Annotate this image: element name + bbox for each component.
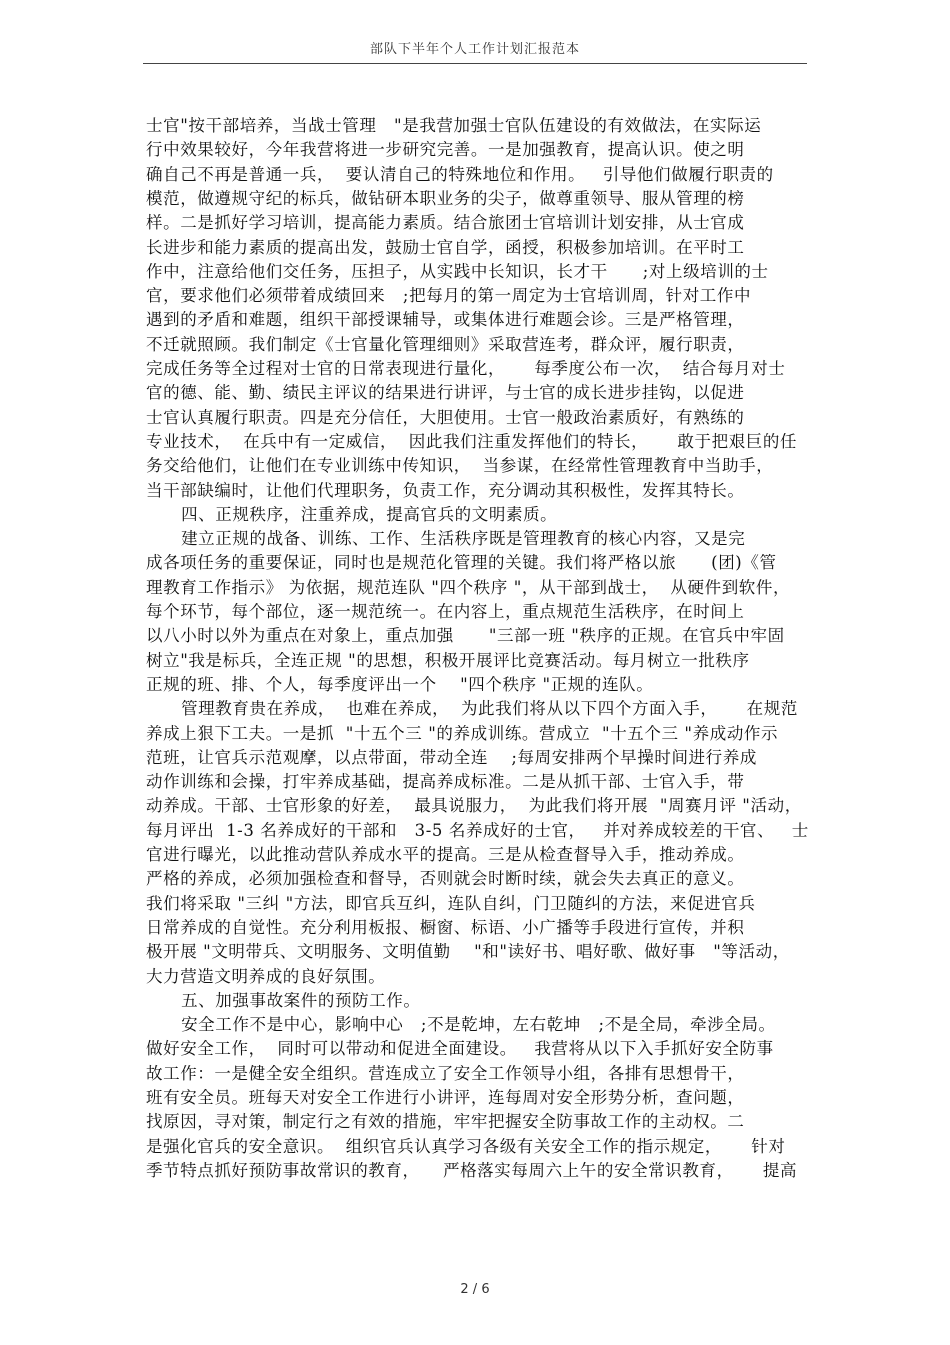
header-divider — [143, 63, 807, 64]
text-line: 模范，做遵规守纪的标兵，做钻研本职业务的尖子，做尊重领导、服从管理的榜 — [146, 188, 745, 208]
text-line: 不迁就照顾。我们制定《士官量化管理细则》采取营连考，群众评，履行职责， — [146, 334, 745, 354]
text-line: 官进行曝光，以此推动营队养成水平的提高。三是从检查督导入手，推动养成。 — [146, 845, 745, 864]
text-line: 我们将采取 "三纠 "方法，即官兵互纠，连队自纠，门卫随纠的方法，来促进官兵 — [146, 893, 756, 913]
text-line: 专业技术， 在兵中有一定威信， 因此我们注重发挥他们的特长， 敢于把艰巨的任 — [146, 431, 798, 451]
text-line: 动养成。干部、士官形象的好差， 最具说服力， 为此我们将开展 "周赛月评 "活动， — [146, 796, 802, 816]
text-line: 以八小时以外为重点在对象上，重点加强 "三部一班 "秩序的正规。在官兵中牢固 — [146, 626, 785, 646]
text-line: 五、加强事故案件的预防工作。 — [146, 990, 421, 1010]
text-line: 找原因，寻对策，制定行之有效的措施，牢牢把握安全防事故工作的主动权。二 — [146, 1112, 745, 1132]
text-line: 行中效果较好，今年我营将进一步研究完善。一是加强教育，提高认识。使之明 — [146, 140, 745, 160]
text-line: 每月评出 1-3 名养成好的干部和 3-5 名养成好的士官， 并对养成较差的干官、 士 — [146, 820, 809, 840]
text-line: 故工作：一是健全安全组织。营连成立了安全工作领导小组，各排有思想骨干， — [146, 1063, 745, 1083]
text-line: 样。二是抓好学习培训，提高能力素质。结合旅团士官培训计划安排，从士官成 — [146, 213, 745, 233]
text-line: 官，要求他们必须带着成绩回来 ;把每月的第一周定为士官培训周，针对工作中 — [146, 286, 752, 306]
text-line: 士官认真履行职责。四是充分信任，大胆使用。士官一般政治素质好，有熟练的 — [146, 407, 745, 427]
text-line: 严格的养成，必须加强检查和督导，否则就会时断时续，就会失去真正的意义。 — [146, 869, 745, 889]
text-line: 遇到的矛盾和难题，组织干部授课辅导，或集体进行难题会诊。三是严格管理， — [146, 310, 745, 330]
page-header-title: 部队下半年个人工作计划汇报范本 — [369, 42, 580, 57]
page-number: 2 / 6 — [460, 1282, 490, 1297]
text-line: 每个环节，每个部位，逐一规范统一。在内容上，重点规范生活秩序，在时间上 — [146, 602, 745, 621]
text-line: 安全工作不是中心，影响中心 ;不是乾坤，左右乾坤 ;不是全局，牵涉全局。 — [146, 1015, 776, 1035]
text-line: 动作训练和会操，打牢养成基础，提高养成标准。二是从抓干部、士官入手，带 — [146, 772, 745, 792]
text-line: 季节特点抓好预防事故常识的教育， 严格落实每周六上午的安全常识教育， 提高 — [146, 1160, 798, 1180]
text-line: 当干部缺编时，让他们代理职务，负责工作，充分调动其积极性，发挥其特长。 — [146, 480, 745, 500]
text-line: 理教育工作指示》 为依据，规范连队 "四个秩序 "，从干部到战士， 从硬件到软件， — [146, 577, 791, 597]
text-line: 士官"按干部培养，当战士管理 "是我营加强士官队伍建设的有效做法，在实际运 — [146, 116, 762, 135]
text-line: 范班，让官兵示范观摩，以点带面，带动全连 ;每周安排两个早操时间进行养成 — [146, 747, 757, 767]
text-line: 确自己不再是普通一兵， 要认清自己的特殊地位和作用。 引导他们做履行职责的 — [146, 164, 774, 184]
text-line: 完成任务等全过程对士官的日常表现进行量化， 每季度公布一次， 结合每月对士 — [146, 359, 786, 378]
text-line: 务交给他们，让他们在专业训练中传知识， 当参谋，在经常性管理教育中当助手， — [146, 456, 774, 476]
text-line: 长进步和能力素质的提高出发，鼓励士官自学，函授，积极参加培训。在平时工 — [146, 237, 745, 257]
text-line: 养成上狠下工夫。一是抓 "十五个三 "的养成训练。营成立 "十五个三 "养成动作示 — [146, 723, 779, 743]
text-line: 班有安全员。班每天对安全工作进行小讲评，连每周对安全形势分析，查问题， — [146, 1088, 745, 1107]
text-line: 极开展 "文明带兵、文明服务、文明值勤 "和"读好书、唱好歌、做好事 "等活动， — [146, 942, 790, 962]
text-line: 作中，注意给他们交任务，压担子，从实践中长知识，长才干 ;对上级培训的士 — [146, 261, 769, 281]
text-line: 四、正规秩序，注重养成，提高官兵的文明素质。 — [146, 504, 558, 524]
text-line: 大力营造文明养成的良好氛围。 — [146, 966, 386, 986]
text-line: 是强化官兵的安全意识。 组织官兵认真学习各级有关安全工作的指示规定， 针对 — [146, 1136, 786, 1156]
text-line: 树立"我是标兵，全连正规 "的思想，积极开展评比竞赛活动。每月树立一批秩序 — [146, 650, 750, 670]
text-line: 做好安全工作， 同时可以带动和促进全面建设。 我营将从以下入手抓好安全防事 — [146, 1039, 774, 1059]
text-line: 正规的班、排、个人，每季度评出一个 "四个秩序 "正规的连队。 — [146, 674, 654, 694]
text-line: 日常养成的自觉性。充分利用板报、橱窗、标语、小广播等手段进行宣传，并积 — [146, 917, 745, 937]
text-line: 建立正规的战备、训练、工作、生活秩序既是管理教育的核心内容，又是完 — [146, 529, 746, 549]
text-line: 成各项任务的重要保证，同时也是规范化管理的关键。我们将严格以旅 (团)《管 — [146, 553, 777, 573]
text-line: 管理教育贵在养成， 也难在养成， 为此我们将从以下四个方面入手， 在规范 — [146, 699, 798, 719]
text-line: 官的德、能、勤、绩民主评议的结果进行讲评，与士官的成长进步挂钩，以促进 — [146, 383, 745, 403]
